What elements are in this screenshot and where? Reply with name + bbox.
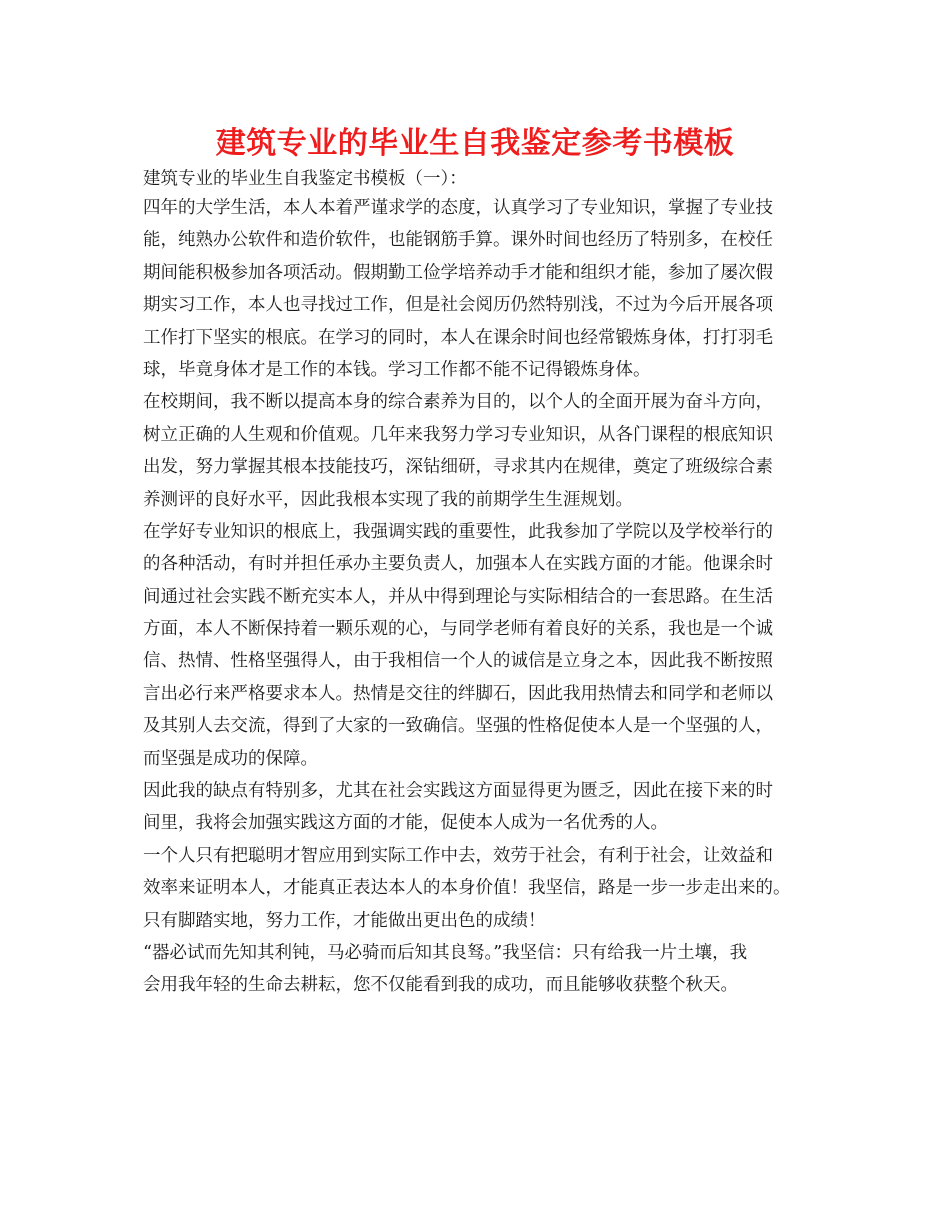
- text-line: 四年的大学生活，本人本着严谨求学的态度，认真学习了专业知识，掌握了专业技: [143, 198, 773, 218]
- text-line: 信、热情、性格坚强得人，由于我相信一个人的诚信是立身之本，因此我不断按照: [143, 651, 773, 672]
- text-line: 期间能积极参加各项活动。假期勤工俭学培养动手才能和组织才能，参加了屡次假: [143, 262, 773, 283]
- text-line: 及其别人去交流，得到了大家的一致确信。坚强的性格促使本人是一个坚强的人，: [143, 716, 773, 737]
- text-line: 的各种活动，有时并担任承办主要负责人，加强本人在实践方面的才能。他课余时: [143, 554, 773, 575]
- document-body: [143, 166, 823, 1002]
- text-line: 树立正确的人生观和价值观。几年来我努力学习专业知识，从各门课程的根底知识: [143, 424, 773, 445]
- text-line: 球，毕竟身体才是工作的本钱。学习工作都不能不记得锻炼身体。: [143, 359, 651, 380]
- text-line: 建筑专业的毕业生自我鉴定书模板（一）：: [143, 169, 467, 189]
- text-line: 一个人只有把聪明才智应用到实际工作中去，效劳于社会，有利于社会，让效益和: [143, 845, 773, 866]
- text-line: 只有脚踏实地，努力工作，才能做出更出色的成绩！: [143, 910, 546, 931]
- text-line: “器必试而先知其利钝，马必骑而后知其良驽。”我坚信：只有给我一片土壤，我: [143, 942, 748, 963]
- text-line: 方面，本人不断保持着一颗乐观的心，与同学老师有着良好的关系，我也是一个诚: [143, 619, 773, 640]
- text-line: 在校期间，我不断以提高本身的综合素养为目的，以个人的全面开展为奋斗方向，: [143, 392, 773, 413]
- text-line: 养测评的良好水平，因此我根本实现了我的前期学生生涯规划。: [143, 489, 633, 510]
- text-line: 工作打下坚实的根底。在学习的同时，本人在课余时间也经常锻炼身体，打打羽毛: [143, 327, 773, 348]
- text-line: 间里，我将会加强实践这方面的才能，促使本人成为一名优秀的人。: [143, 813, 668, 834]
- text-line: 能，纯熟办公软件和造价软件，也能钢筋手算。课外时间也经历了特别多，在校任: [143, 230, 773, 251]
- text-line: 因此我的缺点有特别多，尤其在社会实践这方面显得更为匮乏，因此在接下来的时: [143, 781, 773, 802]
- text-line: 期实习工作，本人也寻找过工作，但是社会阅历仍然特别浅，不过为今后开展各项: [143, 295, 773, 316]
- text-line: 会用我年轻的生命去耕耘，您不仅能看到我的成功，而且能够收获整个秋天。: [143, 975, 738, 996]
- text-line: 间通过社会实践不断充实本人，并从中得到理论与实际相结合的一套思路。在生活: [143, 586, 773, 607]
- text-line: 出发，努力掌握其根本技能技巧，深钻细研，寻求其内在规律，奠定了班级综合素: [143, 457, 773, 478]
- text-line: 而坚强是成功的保障。: [143, 748, 318, 769]
- document-title: 建筑专业的毕业生自我鉴定参考书模板: [215, 126, 735, 161]
- text-line: 效率来证明本人，才能真正表达本人的本身价值！我坚信，路是一步一步走出来的。: [143, 878, 791, 899]
- text-line: 在学好专业知识的根底上，我强调实践的重要性，此我参加了学院以及学校举行的: [143, 521, 773, 542]
- text-line: 言出必行来严格要求本人。热情是交往的绊脚石，因此我用热情去和同学和老师以: [143, 683, 773, 704]
